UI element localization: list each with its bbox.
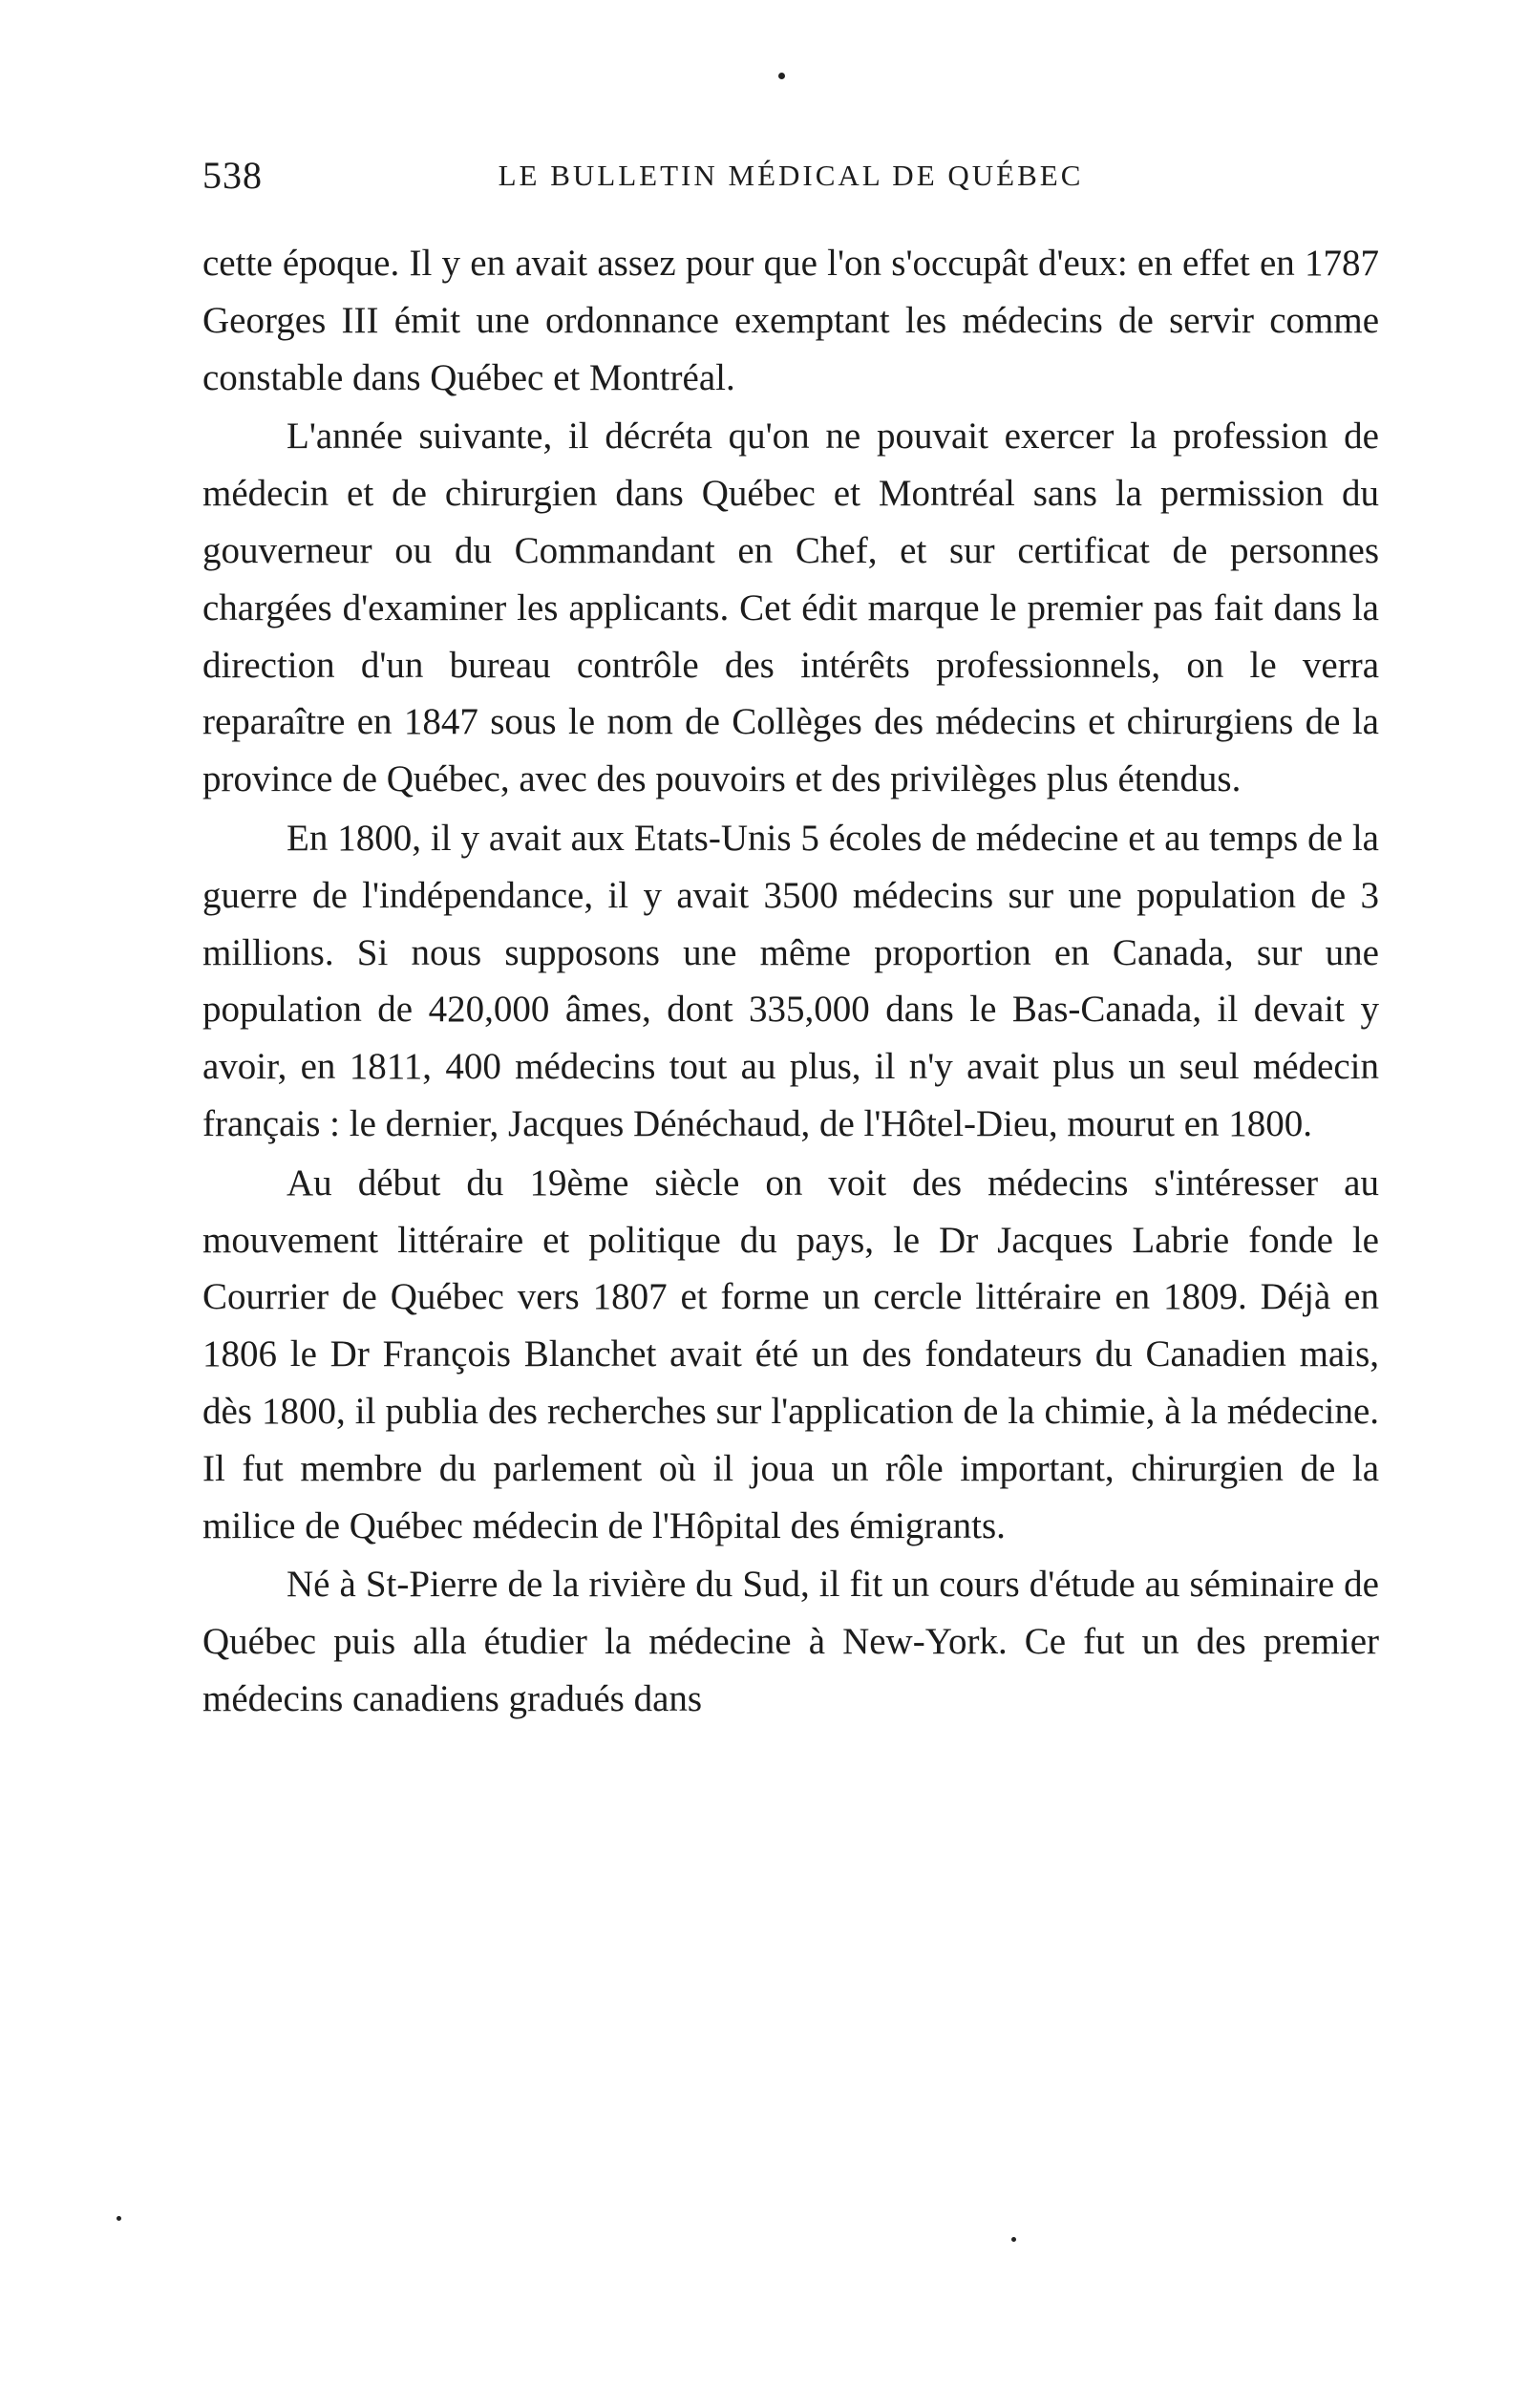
ink-speck bbox=[778, 73, 785, 79]
running-title: LE BULLETIN MÉDICAL DE QUÉBEC bbox=[498, 159, 1084, 192]
ink-speck bbox=[1011, 2237, 1016, 2242]
paragraph-4: Au début du 19ème siècle on voit des médecins s'intéresser au mouvement littéraire et politique du pays, le Dr Jacques Labrie fonde le Courrier de Québec vers 1807 et forme un cercle littéraire en 1809. Déjà en 1806 le Dr François Blanchet avait été un des fondateurs du Canadien mais, dès 1800, il publia des recherches sur l'application de la chimie, à la médecine. Il fut membre du parlement où il joua un rôle important, chirurgien de la milice de Québec médecin de l'Hôpital des émigrants. bbox=[202, 1161, 1379, 1546]
paragraph-2: L'année suivante, il décréta qu'on ne pouvait exercer la profession de médecin et de chirurgien dans Québec et Montréal sans la permission du gouverneur ou du Commandant en Chef, et sur certificat de personnes chargées d'examiner les applicants. Cet édit marque le premier pas fait dans la direction d'un bureau contrôle des intérêts professionnels, on le verra reparaître en 1847 sous le nom de Collèges des médecins et chirurgiens de la province de Québec, avec des pouvoirs et des privilèges plus étendus. bbox=[202, 416, 1379, 800]
ink-speck bbox=[117, 2216, 121, 2221]
body-text bbox=[202, 235, 1379, 1728]
paragraph-1: cette époque. Il y en avait assez pour que l'on s'occupât d'eux: en effet en 1787 Georges III émit une ordonnance exemptant les médecins de servir comme constable dans Québec et Montréal. bbox=[202, 243, 1379, 398]
page-header bbox=[202, 153, 1379, 210]
paragraph-5: Né à St-Pierre de la rivière du Sud, il fit un cours d'étude au séminaire de Québec puis alla étudier la médecine à New-York. Ce fut un des premier médecins canadiens gradués dans bbox=[202, 1564, 1379, 1719]
paragraph-3: En 1800, il y avait aux Etats-Unis 5 écoles de médecine et au temps de la guerre de l'indépendance, il y avait 3500 médecins sur une population de 3 millions. Si nous supposons une même proportion en Canada, sur une population de 420,000 âmes, dont 335,000 dans le Bas-Canada, il devait y avoir, en 1811, 400 médecins tout au plus, il n'y avait plus un seul médecin français : le dernier, Jacques Dénéchaud, de l'Hôtel-Dieu, mourut en 1800. bbox=[202, 817, 1379, 1144]
page-number: 538 bbox=[202, 154, 263, 197]
